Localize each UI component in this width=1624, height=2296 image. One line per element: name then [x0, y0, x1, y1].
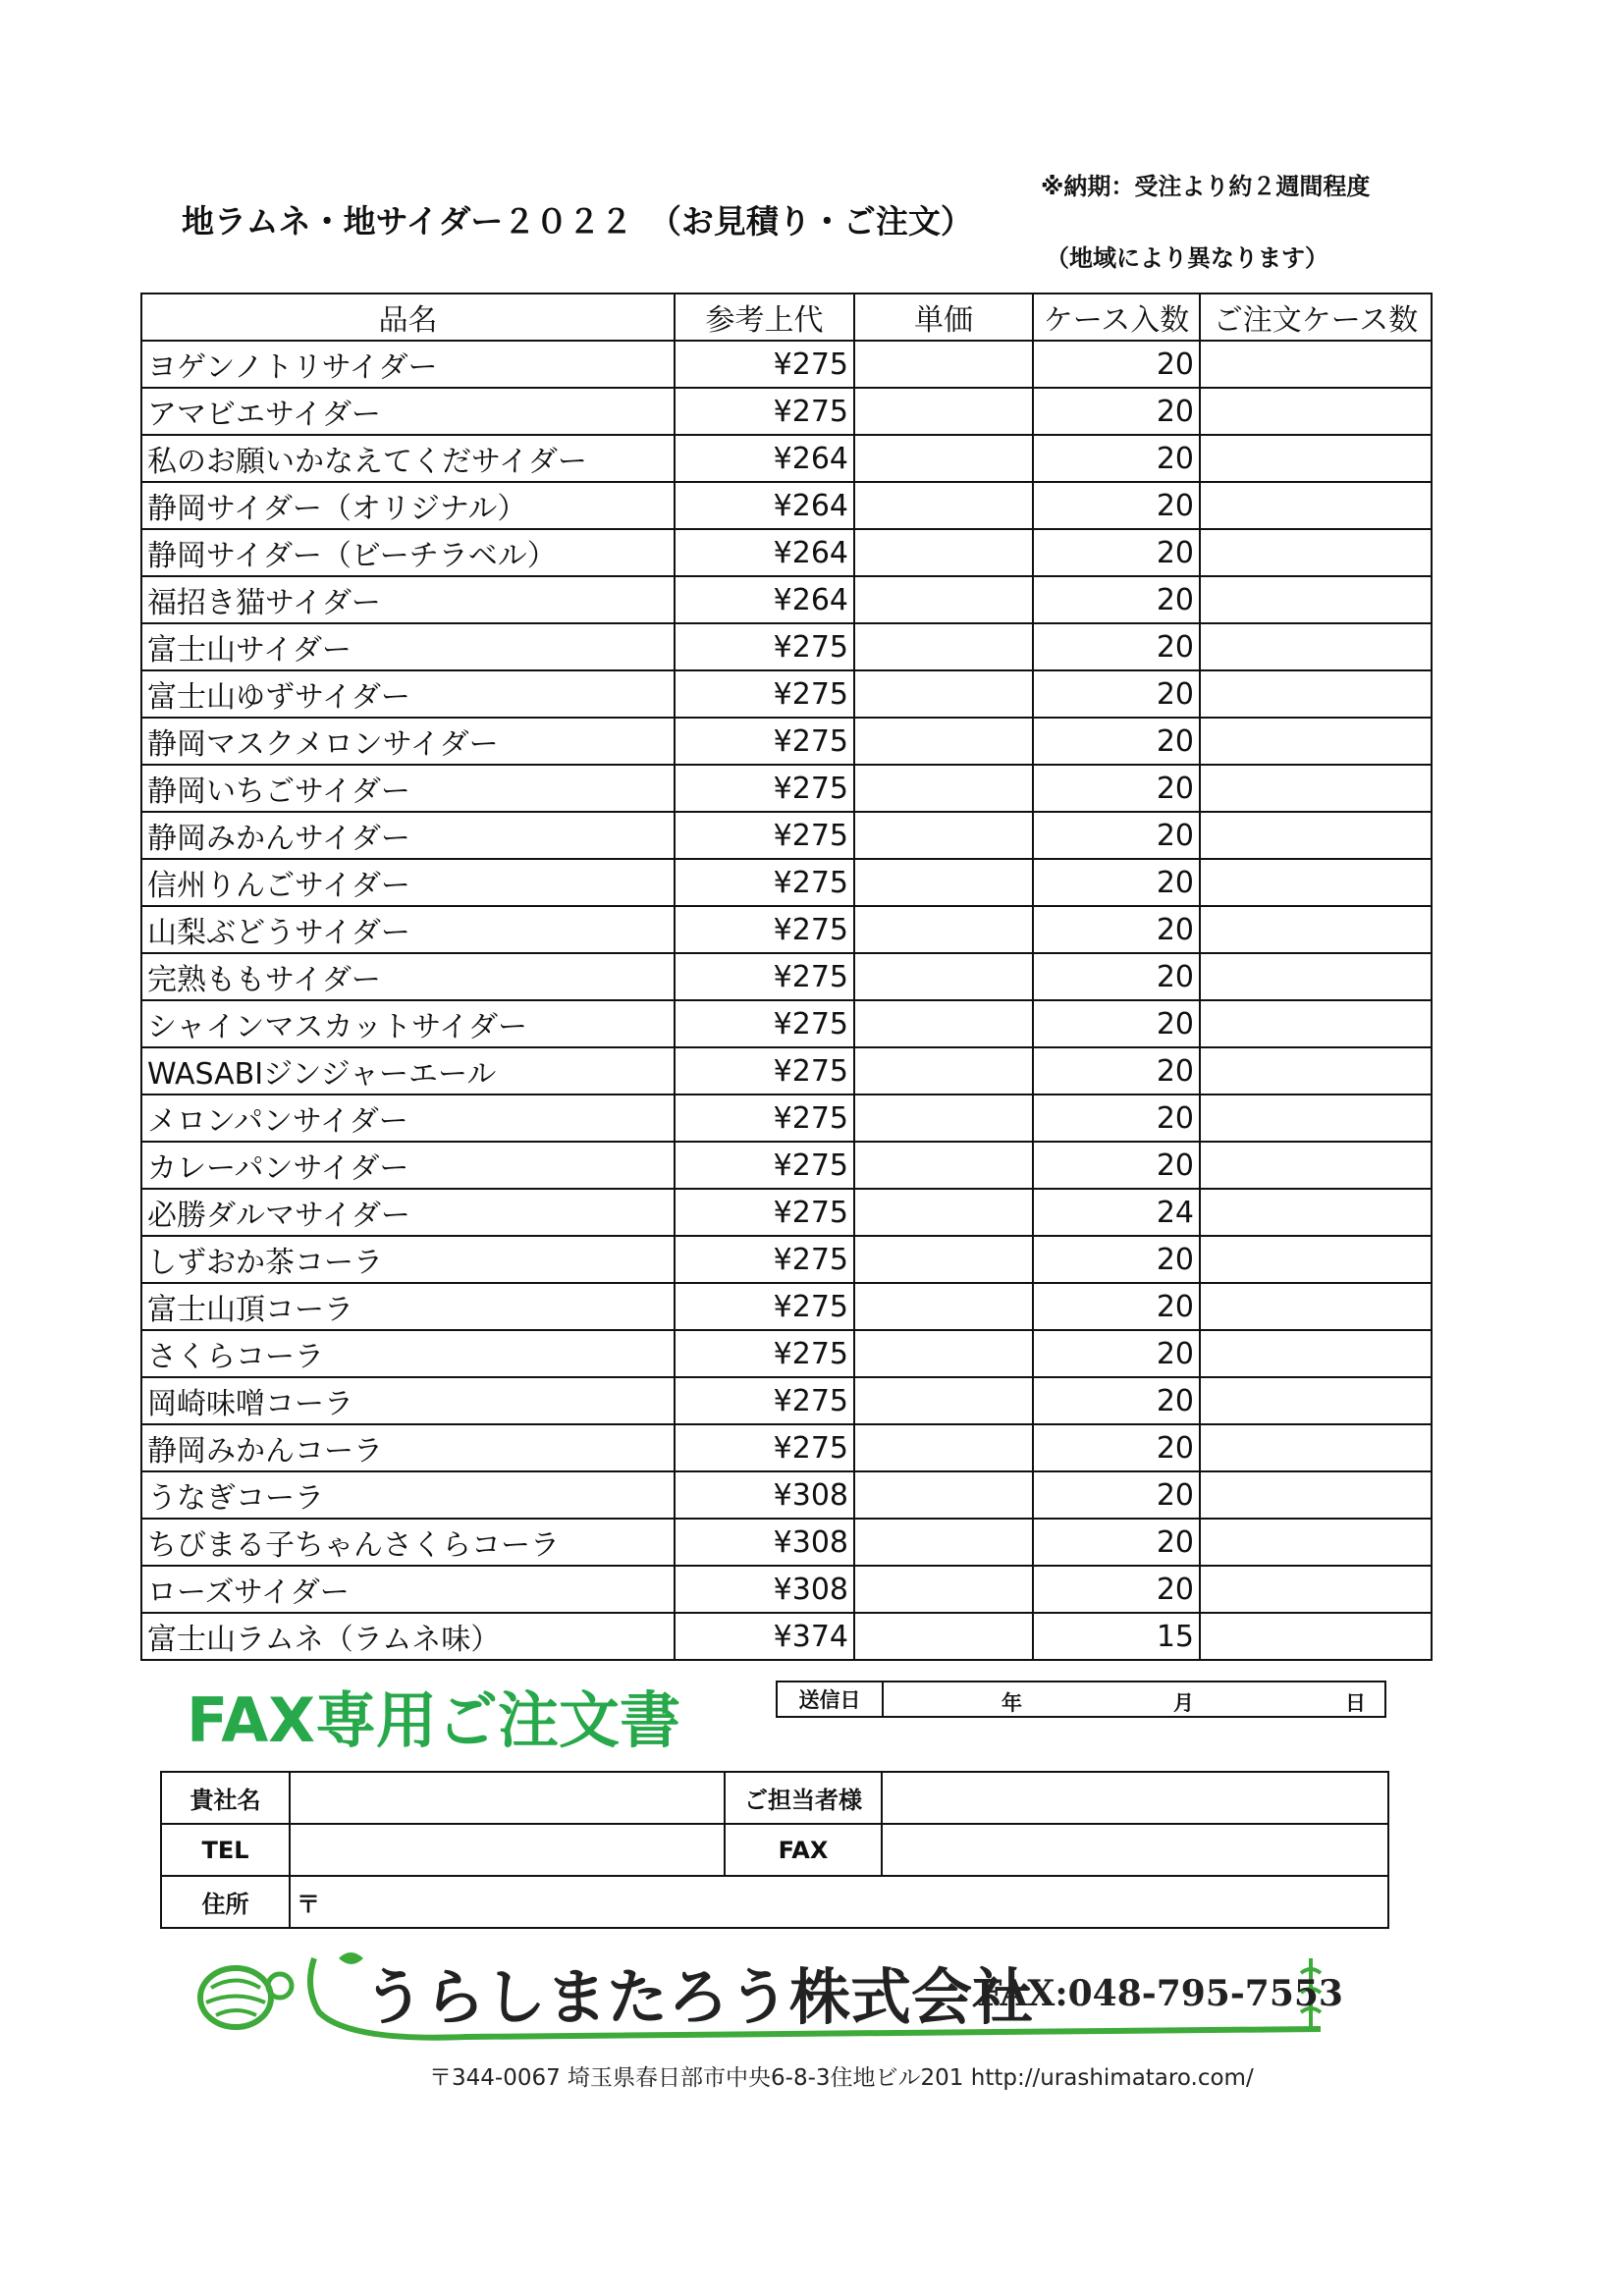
product-name: 静岡みかんサイダー — [141, 812, 675, 859]
order-cases-input[interactable] — [1200, 1000, 1432, 1047]
product-table — [140, 293, 1433, 1661]
product-name: シャインマスカットサイダー — [141, 1000, 675, 1047]
product-name: ローズサイダー — [141, 1566, 675, 1613]
product-name: さくらコーラ — [141, 1330, 675, 1377]
reference-price: ¥264 — [675, 529, 854, 576]
unit-price[interactable] — [854, 1283, 1033, 1330]
address-field[interactable] — [290, 1876, 1388, 1928]
unit-price[interactable] — [854, 623, 1033, 670]
fax-order-title: FAX専用ご注文書 — [187, 1684, 681, 1756]
reference-price: ¥275 — [675, 1283, 854, 1330]
case-quantity: 20 — [1033, 1519, 1200, 1566]
table-row — [141, 1613, 1432, 1660]
reference-price: ¥275 — [675, 341, 854, 388]
unit-price[interactable] — [854, 1566, 1033, 1613]
order-cases-input[interactable] — [1200, 906, 1432, 953]
tel-label: TEL — [161, 1824, 290, 1876]
product-name: 静岡サイダー（ビーチラベル） — [141, 529, 675, 576]
fax-label: FAX — [725, 1824, 882, 1876]
case-quantity: 20 — [1033, 435, 1200, 482]
table-row — [141, 388, 1432, 435]
header-case-quantity: ケース入数 — [1033, 294, 1200, 341]
order-cases-input[interactable] — [1200, 482, 1432, 529]
unit-price[interactable] — [854, 906, 1033, 953]
reference-price: ¥275 — [675, 718, 854, 765]
unit-price[interactable] — [854, 1142, 1033, 1189]
order-cases-input[interactable] — [1200, 670, 1432, 718]
order-cases-input[interactable] — [1200, 1613, 1432, 1660]
postal-mark: 〒 — [297, 1891, 320, 1918]
product-name: メロンパンサイダー — [141, 1095, 675, 1142]
product-name: 福招き猫サイダー — [141, 576, 675, 623]
case-quantity: 20 — [1033, 1471, 1200, 1519]
header-unit-price: 単価 — [854, 294, 1033, 341]
reference-price: ¥275 — [675, 1189, 854, 1236]
case-quantity: 20 — [1033, 1236, 1200, 1283]
table-row — [141, 1330, 1432, 1377]
table-row — [141, 906, 1432, 953]
case-quantity: 20 — [1033, 1142, 1200, 1189]
company-name-field[interactable] — [290, 1772, 725, 1824]
reference-price: ¥275 — [675, 1000, 854, 1047]
product-name: うなぎコーラ — [141, 1471, 675, 1519]
delivery-note: ※納期：受注より約２週間程度 — [1041, 173, 1371, 200]
case-quantity: 20 — [1033, 576, 1200, 623]
product-name: カレーパンサイダー — [141, 1142, 675, 1189]
product-name: WASABIジンジャーエール — [141, 1047, 675, 1095]
case-quantity: 20 — [1033, 529, 1200, 576]
case-quantity: 20 — [1033, 812, 1200, 859]
customer-info-table — [160, 1771, 1389, 1929]
table-row — [141, 1377, 1432, 1424]
case-quantity: 20 — [1033, 482, 1200, 529]
unit-price[interactable] — [854, 1047, 1033, 1095]
order-cases-input[interactable] — [1200, 953, 1432, 1000]
unit-price[interactable] — [854, 1471, 1033, 1519]
product-name: ちびまる子ちゃんさくらコーラ — [141, 1519, 675, 1566]
product-name: 富士山サイダー — [141, 623, 675, 670]
contact-person-field[interactable] — [882, 1772, 1388, 1824]
product-name: 完熟ももサイダー — [141, 953, 675, 1000]
contact-person-label: ご担当者様 — [725, 1772, 882, 1824]
case-quantity: 20 — [1033, 1047, 1200, 1095]
unit-price[interactable] — [854, 859, 1033, 906]
unit-price[interactable] — [854, 1330, 1033, 1377]
reference-price: ¥275 — [675, 1095, 854, 1142]
send-date-field[interactable] — [884, 1682, 1384, 1716]
send-date-box — [776, 1681, 1386, 1718]
company-name-label: 貴社名 — [161, 1772, 290, 1824]
table-row — [141, 1236, 1432, 1283]
product-name: 山梨ぶどうサイダー — [141, 906, 675, 953]
order-cases-input[interactable] — [1200, 1047, 1432, 1095]
table-row — [141, 1471, 1432, 1519]
fax-field[interactable] — [882, 1824, 1388, 1876]
case-quantity: 20 — [1033, 623, 1200, 670]
table-row — [141, 1519, 1432, 1566]
product-name: 富士山頂コーラ — [141, 1283, 675, 1330]
address-label: 住所 — [161, 1876, 290, 1928]
product-name: 静岡いちごサイダー — [141, 765, 675, 812]
unit-price[interactable] — [854, 388, 1033, 435]
reference-price: ¥275 — [675, 812, 854, 859]
table-row — [141, 1000, 1432, 1047]
unit-price[interactable] — [854, 953, 1033, 1000]
order-cases-input[interactable] — [1200, 1095, 1432, 1142]
tel-field[interactable] — [290, 1824, 725, 1876]
unit-price[interactable] — [854, 1000, 1033, 1047]
reference-price: ¥275 — [675, 623, 854, 670]
order-cases-input[interactable] — [1200, 859, 1432, 906]
unit-price[interactable] — [854, 482, 1033, 529]
order-cases-input[interactable] — [1200, 1283, 1432, 1330]
table-row — [141, 576, 1432, 623]
order-cases-input[interactable] — [1200, 623, 1432, 670]
table-row — [141, 1566, 1432, 1613]
table-row — [141, 482, 1432, 529]
unit-price[interactable] — [854, 765, 1033, 812]
header-order-cases: ご注文ケース数 — [1200, 294, 1432, 341]
reference-price: ¥275 — [675, 1330, 854, 1377]
case-quantity: 20 — [1033, 341, 1200, 388]
table-row — [141, 1142, 1432, 1189]
reference-price: ¥308 — [675, 1471, 854, 1519]
order-cases-input[interactable] — [1200, 576, 1432, 623]
order-cases-input[interactable] — [1200, 529, 1432, 576]
table-row — [141, 435, 1432, 482]
case-quantity: 20 — [1033, 1566, 1200, 1613]
product-name: 静岡みかんコーラ — [141, 1424, 675, 1471]
product-name: 富士山ゆずサイダー — [141, 670, 675, 718]
reference-price: ¥374 — [675, 1613, 854, 1660]
table-row — [141, 341, 1432, 388]
company-address: 〒344-0067 埼玉県春日部市中央6-8-3住地ビル201 http://urashimataro.com/ — [429, 2065, 1254, 2091]
case-quantity: 20 — [1033, 718, 1200, 765]
product-name: 信州りんごサイダー — [141, 859, 675, 906]
case-quantity: 20 — [1033, 859, 1200, 906]
product-name: アマビエサイダー — [141, 388, 675, 435]
case-quantity: 15 — [1033, 1613, 1200, 1660]
unit-price[interactable] — [854, 1236, 1033, 1283]
company-name: うらしまたろう株式会社 — [363, 1961, 1034, 2033]
product-name: しずおか茶コーラ — [141, 1236, 675, 1283]
reference-price: ¥275 — [675, 765, 854, 812]
product-name: 富士山ラムネ（ラムネ味） — [141, 1613, 675, 1660]
table-row — [141, 812, 1432, 859]
product-name: 私のお願いかなえてくだサイダー — [141, 435, 675, 482]
header-product-name: 品名 — [141, 294, 675, 341]
product-name: 必勝ダルマサイダー — [141, 1189, 675, 1236]
table-row — [141, 859, 1432, 906]
reference-price: ¥275 — [675, 1047, 854, 1095]
reference-price: ¥264 — [675, 576, 854, 623]
reference-price: ¥275 — [675, 388, 854, 435]
unit-price[interactable] — [854, 1377, 1033, 1424]
reference-price: ¥275 — [675, 1377, 854, 1424]
unit-price[interactable] — [854, 341, 1033, 388]
order-cases-input[interactable] — [1200, 765, 1432, 812]
case-quantity: 20 — [1033, 953, 1200, 1000]
reference-price: ¥275 — [675, 1142, 854, 1189]
order-cases-input[interactable] — [1200, 1424, 1432, 1471]
month-label: 月 — [1173, 1691, 1194, 1715]
product-name: 静岡サイダー（オリジナル） — [141, 482, 675, 529]
table-row — [141, 1283, 1432, 1330]
case-quantity: 20 — [1033, 906, 1200, 953]
reference-price: ¥275 — [675, 1424, 854, 1471]
table-row — [141, 529, 1432, 576]
document-title: 地ラムネ・地サイダー２０２２ （お見積り・ご注文） — [182, 202, 973, 240]
reference-price: ¥275 — [675, 953, 854, 1000]
table-row — [141, 765, 1432, 812]
product-name: ヨゲンノトリサイダー — [141, 341, 675, 388]
order-cases-input[interactable] — [1200, 1330, 1432, 1377]
case-quantity: 20 — [1033, 1283, 1200, 1330]
case-quantity: 20 — [1033, 1095, 1200, 1142]
order-cases-input[interactable] — [1200, 341, 1432, 388]
reference-price: ¥308 — [675, 1566, 854, 1613]
order-cases-input[interactable] — [1200, 1519, 1432, 1566]
unit-price[interactable] — [854, 1519, 1033, 1566]
reference-price: ¥275 — [675, 1236, 854, 1283]
table-row — [141, 623, 1432, 670]
order-cases-input[interactable] — [1200, 1471, 1432, 1519]
case-quantity: 20 — [1033, 1424, 1200, 1471]
reference-price: ¥275 — [675, 670, 854, 718]
unit-price[interactable] — [854, 435, 1033, 482]
case-quantity: 20 — [1033, 765, 1200, 812]
case-quantity: 20 — [1033, 1000, 1200, 1047]
product-name: 静岡マスクメロンサイダー — [141, 718, 675, 765]
unit-price[interactable] — [854, 718, 1033, 765]
order-cases-input[interactable] — [1200, 1189, 1432, 1236]
order-cases-input[interactable] — [1200, 1236, 1432, 1283]
unit-price[interactable] — [854, 576, 1033, 623]
unit-price[interactable] — [854, 1189, 1033, 1236]
order-cases-input[interactable] — [1200, 388, 1432, 435]
order-cases-input[interactable] — [1200, 1377, 1432, 1424]
order-cases-input[interactable] — [1200, 1142, 1432, 1189]
reference-price: ¥275 — [675, 906, 854, 953]
unit-price[interactable] — [854, 529, 1033, 576]
case-quantity: 24 — [1033, 1189, 1200, 1236]
reference-price: ¥308 — [675, 1519, 854, 1566]
reference-price: ¥264 — [675, 482, 854, 529]
year-label: 年 — [1001, 1691, 1022, 1715]
unit-price[interactable] — [854, 1424, 1033, 1471]
unit-price[interactable] — [854, 670, 1033, 718]
table-row — [141, 670, 1432, 718]
order-cases-input[interactable] — [1200, 1566, 1432, 1613]
table-row — [141, 718, 1432, 765]
day-label: 日 — [1345, 1691, 1366, 1715]
send-date-label: 送信日 — [778, 1682, 884, 1716]
order-cases-input[interactable] — [1200, 718, 1432, 765]
table-row — [141, 953, 1432, 1000]
unit-price[interactable] — [854, 1613, 1033, 1660]
company-fax: FAX:048-795-7553 — [977, 1973, 1343, 2014]
region-note: （地域により異なります） — [1046, 244, 1328, 272]
case-quantity: 20 — [1033, 1330, 1200, 1377]
order-cases-input[interactable] — [1200, 435, 1432, 482]
order-cases-input[interactable] — [1200, 812, 1432, 859]
case-quantity: 20 — [1033, 1377, 1200, 1424]
unit-price[interactable] — [854, 812, 1033, 859]
case-quantity: 20 — [1033, 670, 1200, 718]
reference-price: ¥275 — [675, 859, 854, 906]
reference-price: ¥264 — [675, 435, 854, 482]
table-row — [141, 1047, 1432, 1095]
unit-price[interactable] — [854, 1095, 1033, 1142]
case-quantity: 20 — [1033, 388, 1200, 435]
table-row — [141, 1095, 1432, 1142]
table-row — [141, 1189, 1432, 1236]
header-reference-price: 参考上代 — [675, 294, 854, 341]
product-name: 岡崎味噌コーラ — [141, 1377, 675, 1424]
table-row — [141, 1424, 1432, 1471]
